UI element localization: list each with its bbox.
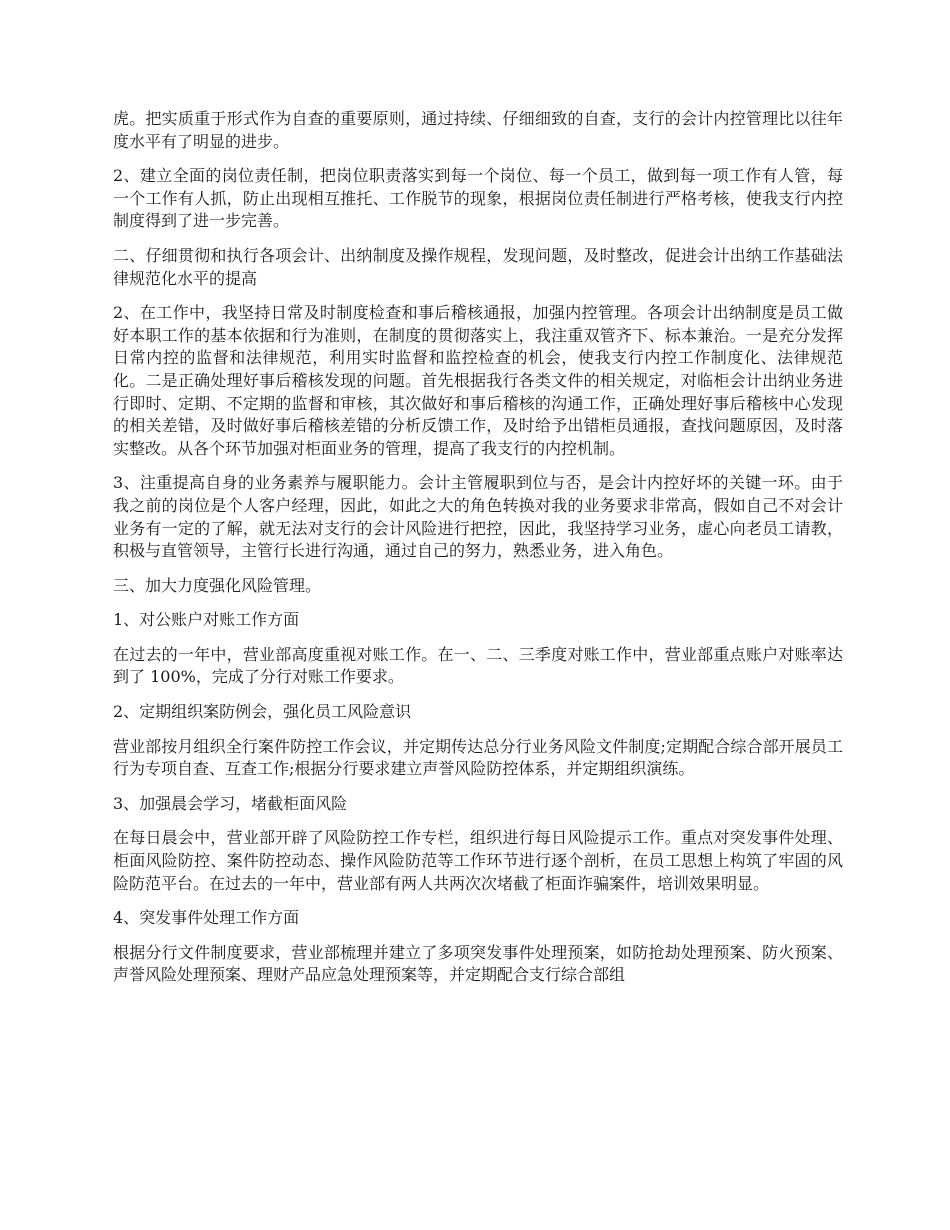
paragraph-emergency-handling: 根据分行文件制度要求，营业部梳理并建立了多项突发事件处理预案，如防抢劫处理预案、防火预案、声誉风险处理预案、理财产品应急处理预案等，并定期配合支行综合部组 — [113, 942, 843, 985]
paragraph-intro-continuation: 虎。把实质重于形式作为自查的重要原则，通过持续、仔细细致的自查，支行的会计内控管理比以往年度水平有了明显的进步。 — [113, 109, 843, 151]
paragraph-self-improvement: 3、注重提高自身的业务素养与履职能力。会计主管履职到位与否，是会计内控好坏的关键一环。由于我之前的岗位是个人客户经理，因此，如此之大的角色转换对我的业务要求非常高，假如自己不对会计业务有一定的了解，就无法对支行的会计风险进行把控，因此，我坚持学习业务，虚心向老员工请教，积极与直管领导，主管行长进行沟通，通过自己的努力，熟悉业务，进入角色。 — [113, 473, 843, 561]
subheading-emergency-handling: 4、突发事件处理工作方面 — [113, 908, 300, 928]
subheading-morning-meeting: 3、加强晨会学习，堵截柜面风险 — [113, 793, 348, 813]
document-body — [113, 108, 843, 999]
paragraph-inspection-audit: 2、在工作中，我坚持日常及时制度检查和事后稽核通报，加强内控管理。各项会计出纳制度是员工做好本职工作的基本依据和行为准则，在制度的贯彻落实上，我注重双管齐下、标本兼治。一是充分发挥日常内控的监督和法律规范，利用实时监督和监控检查的机会，使我支行内控工作制度化、法律规范化。二是正确处理好事后稽核发现的问题。首先根据我行各类文件的相关规定，对临柜会计出纳业务进行即时、定期、不定期的监督和审核，其次做好和事后稽核的沟通工作，正确处理好事后稽核中心发现的相关差错，及时做好事后稽核差错的分析反馈工作，及时给予出错柜员通报，查找问题原因，及时落实整改。从各个环节加强对柜面业务的管理，提高了我支行的内控机制。 — [113, 303, 843, 458]
subheading-account-reconciliation: 1、对公账户对账工作方面 — [113, 610, 300, 630]
subheading-case-prevention: 2、定期组织案防例会，强化员工风险意识 — [113, 702, 412, 722]
paragraph-account-reconciliation: 在过去的一年中，营业部高度重视对账工作。在一、二、三季度对账工作中，营业部重点账户对账率达到了 100%，完成了分行对账工作要求。 — [113, 644, 843, 687]
paragraph-case-prevention: 营业部按月组织全行案件防控工作会议，并定期传达总分行业务风险文件制度;定期配合综合部开展员工行为专项自查、互查工作;根据分行要求建立声誉风险防控体系，并定期组织演练。 — [113, 736, 843, 779]
paragraph-responsibility-system: 2、建立全面的岗位责任制，把岗位职责落实到每一个岗位、每一个员工，做到每一项工作有人管，每一个工作有人抓，防止出现相互推托、工作脱节的现象，根据岗位责任制进行严格考核，使我支行内控制度得到了进一步完善。 — [113, 166, 843, 231]
section-heading-3: 三、加大力度强化风险管理。 — [113, 575, 322, 595]
section-heading-2: 二、仔细贯彻和执行各项会计、出纳制度及操作规程，发现问题，及时整改，促进会计出纳工作基础法律规范化水平的提高 — [113, 245, 843, 288]
paragraph-morning-meeting: 在每日晨会中，营业部开辟了风险防控工作专栏，组织进行每日风险提示工作。重点对突发事件处理、柜面风险防控、案件防控动态、操作风险防范等工作环节进行逐个剖析，在员工思想上构筑了牢固的风险防范平台。在过去的一年中，营业部有两人共两次次堵截了柜面诈骗案件，培训效果明显。 — [113, 828, 843, 893]
